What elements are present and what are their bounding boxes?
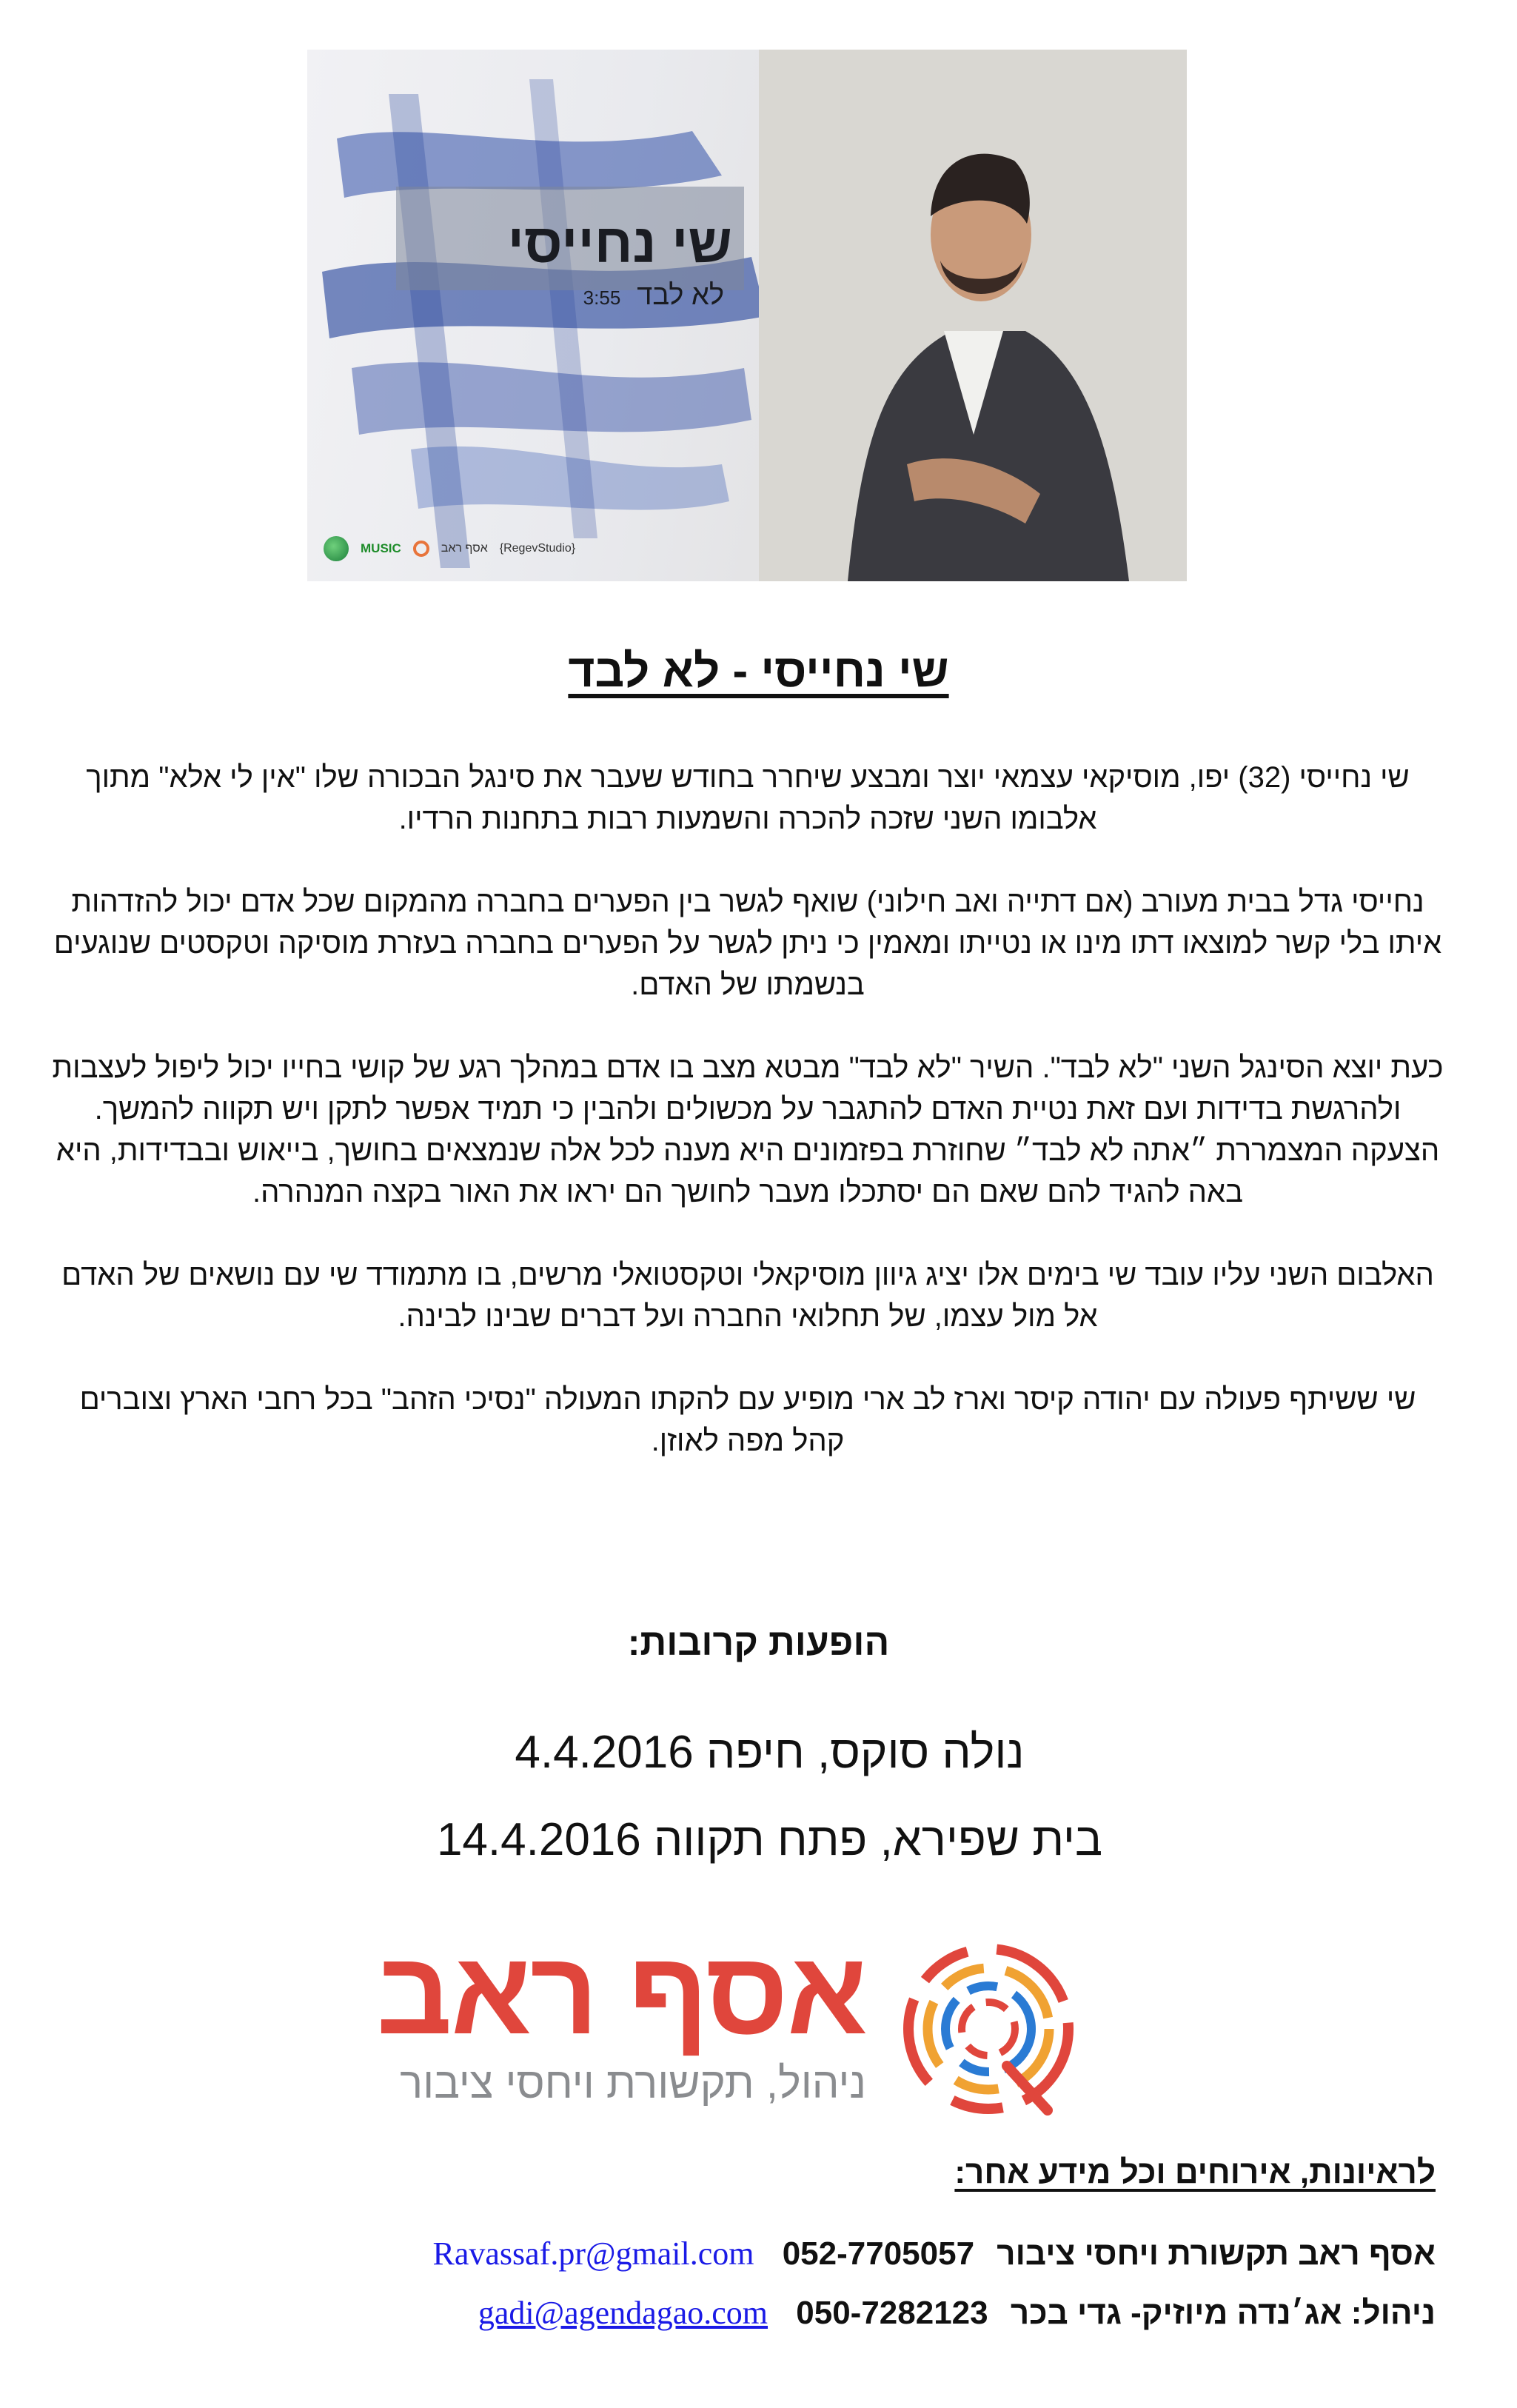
blue-brush-strokes <box>307 50 796 581</box>
contact-label: ניהול: אג׳נדה מיוזיק- גדי בכר <box>1010 2295 1436 2331</box>
press-release-body <box>52 757 1444 1503</box>
contact-label: אסף ראב תקשורת ויחסי ציבור <box>997 2235 1436 2272</box>
contact-heading: לראיונות, אירוחים וכל מידע אחר: <box>954 2154 1436 2190</box>
music-globe-icon <box>324 536 349 561</box>
agency-ring-icon <box>413 541 429 557</box>
paragraph-intro: שי נחייסי (32) יפו, מוסיקאי עצמאי יוצר ומבצע שיחרר בחודש שעבר את סינגל הבכורה שלו "אין לי אלא" מתוך אלבומו השני שזכה להכרה והשמעות רבות בתחנות הרדיו. <box>86 761 1410 835</box>
cover-logo-agency: אסף ראב <box>441 542 488 555</box>
cover-song-line <box>583 281 724 310</box>
agency-tagline: ניהול, תקשורת ויחסי ציבור <box>400 2059 866 2107</box>
cover-logo-studio: {RegevStudio} <box>499 542 576 555</box>
performance-date: 4.4.2016 <box>515 1727 694 1778</box>
contact-email-link[interactable]: gadi@agendagao.com <box>478 2295 768 2331</box>
paragraph-single: כעת יוצא הסינגל השני "לא לבד". השיר "לא לבד" מבטא מצב בו אדם במהלך רגע של קושי בחייו יכול ליפול לעצבות ולהרגשת בדידות ועם זאת נטיית האדם להתגבר על מכשולים ולהבין כי תמיד אפשר לתקן ויש תקווה להמשך. הצעקה המצמררת ״אתה לא לבד״ שחוזרת בפזמונים היא מענה לכל אלה שנמצאים בחושך, בייאוש ובבדידות, היא באה להגיד להם שאם הם יסתכלו מעבר לחושך הם יראו את האור בקצה המנהרה. <box>52 1051 1444 1208</box>
cover-song-title: לא לבד <box>637 280 724 311</box>
artist-photo <box>759 50 1187 581</box>
contact-row-pr <box>433 2235 1436 2274</box>
agency-rings-icon <box>896 1936 1081 2121</box>
page-title: שי נחייסי - לא לבד <box>568 646 949 697</box>
cover-logos <box>324 536 575 561</box>
album-cover <box>307 50 1187 581</box>
performance-item <box>0 1725 1517 1780</box>
cover-logo-music: MUSIC <box>361 541 401 555</box>
performance-venue: בית שפירא, פתח תקווה <box>654 1814 1103 1865</box>
cover-duration: 3:55 <box>583 287 621 309</box>
paragraph-collaborations: שי ששיתף פעולה עם יהודה קיסר וארז לב ארי מופיע עם להקתו המעולה "נסיכי הזהב" בכל רחבי הארץ וצוברים קהל מפה לאוזן. <box>79 1383 1416 1457</box>
cover-artist-name: שי נחייסי <box>507 213 732 274</box>
performance-date: 14.4.2016 <box>436 1814 641 1865</box>
contact-row-management <box>478 2294 1436 2333</box>
performance-venue: נולה סוקס, חיפה <box>706 1727 1025 1778</box>
paragraph-album: האלבום השני עליו עובד שי בימים אלו יציג גיוון מוסיקאלי וטקסטואלי מרשים, בו מתמודד שי עם נושאים של האדם אל מול עצמו, של תחלואי החברה ועל דברים שבינו לבינה. <box>61 1259 1434 1333</box>
performance-item <box>0 1813 1517 1867</box>
contact-phone: 050-7282123 <box>796 2295 988 2331</box>
contact-email-link[interactable]: Ravassaf.pr@gmail.com <box>432 2235 754 2272</box>
paragraph-background: נחייסי גדל בבית מעורב (אם דתייה ואב חילוני) שואף לגשר בין הפערים בחברה מהמקום שכל אדם יכול להזדהות איתו בלי קשר למוצאו דתו מינו או נטייתו ומאמין כי ניתן לגשר על הפערים בחברה בעזרת מוסיקה וטקסטים שנוגעים בנשמתו של האדם. <box>53 886 1442 1001</box>
agency-name: אסף ראב <box>376 1926 866 2058</box>
contact-phone: 052-7705057 <box>782 2235 975 2272</box>
performances-heading: הופעות קרובות: <box>627 1622 890 1663</box>
agency-logo <box>376 1926 1103 2129</box>
